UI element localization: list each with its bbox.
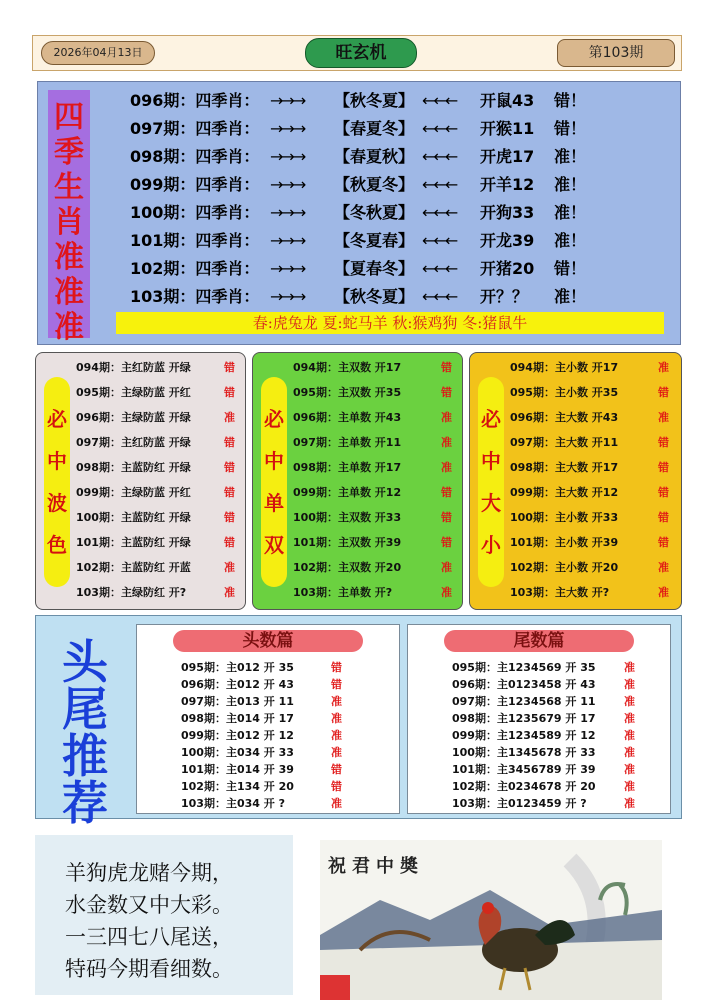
open-result: 开？？ [480, 287, 529, 306]
prediction-text: 096期：主大数 开43 [510, 411, 619, 424]
hit-mark: 准 [658, 411, 669, 424]
open-result: 开羊12 [480, 175, 535, 194]
hit-mark: 准 [441, 411, 452, 424]
hit-mark: 准 [441, 586, 452, 599]
side-char: 波 [47, 491, 67, 515]
hit-mark: 错 [441, 486, 452, 499]
issue-number: 100期： [130, 203, 196, 222]
hit-mark: 准 [624, 746, 635, 759]
oddeven-side-title [261, 377, 287, 587]
prediction-text: 099期：主绿防蓝 开红 [76, 486, 191, 499]
ht-row [452, 659, 664, 676]
issue-number: 101期： [130, 231, 196, 250]
odd-even-panel [252, 352, 463, 610]
arrow-right: →→→ [270, 175, 305, 194]
season-row [130, 88, 586, 114]
prediction-text: 096期：主绿防蓝 开绿 [76, 411, 191, 424]
hit-mark: 准 [658, 561, 669, 574]
hit-mark: 准 [624, 729, 635, 742]
hit-mark: 准！ [554, 231, 587, 250]
prediction-row [510, 559, 680, 584]
ht-text: 103期：主034 开 ? [181, 797, 285, 810]
arrow-left: ←←← [422, 259, 457, 278]
ht-text: 102期：主0234678 开 20 [452, 780, 596, 793]
hit-mark: 准 [331, 729, 342, 742]
prediction-row [293, 359, 463, 384]
prediction-row [76, 484, 246, 509]
poem-line: 一三四七八尾送， [65, 925, 233, 949]
prediction-text: 097期：主红防蓝 开绿 [76, 436, 191, 449]
ht-row [181, 744, 393, 761]
hit-mark: 准 [624, 678, 635, 691]
ht-text: 096期：主012 开 43 [181, 678, 294, 691]
side-char: 推 [62, 729, 108, 783]
selection: 【秋冬夏】 [334, 91, 415, 110]
arrow-left: ←←← [422, 175, 457, 194]
hit-mark: 准 [224, 411, 235, 424]
prediction-text: 096期：主单数 开43 [293, 411, 402, 424]
prediction-text: 100期：主小数 开33 [510, 511, 619, 524]
hit-mark: 错 [224, 486, 235, 499]
hit-mark: 准 [331, 695, 342, 708]
season-label: 四季肖： [195, 287, 260, 306]
side-char: 准 [54, 275, 84, 310]
arrow-left: ←←← [422, 287, 457, 306]
ht-row [181, 676, 393, 693]
ht-text: 095期：主1234569 开 35 [452, 661, 596, 674]
season-row [130, 228, 586, 254]
head-number-box [136, 624, 400, 814]
ht-row [452, 676, 664, 693]
prediction-text: 099期：主大数 开12 [510, 486, 619, 499]
hit-mark: 错 [658, 486, 669, 499]
hit-mark: 错 [441, 511, 452, 524]
arrow-left: ←←← [422, 231, 457, 250]
prediction-row [510, 509, 680, 534]
hit-mark: 错 [224, 536, 235, 549]
prediction-row [510, 359, 680, 384]
issue-label [130, 172, 270, 195]
prediction-text: 099期：主单数 开12 [293, 486, 402, 499]
hit-mark: 错 [658, 511, 669, 524]
hit-mark: 准！ [554, 147, 587, 166]
prediction-row [76, 359, 246, 384]
page-title: 旺玄机 [305, 38, 417, 68]
prediction-text: 101期：主双数 开39 [293, 536, 402, 549]
issue-number: 102期： [130, 259, 196, 278]
prediction-row [510, 459, 680, 484]
hit-mark: 准 [441, 436, 452, 449]
arrow-right: →→→ [270, 259, 305, 278]
side-char: 必 [47, 407, 67, 431]
ht-row [181, 795, 393, 812]
prediction-text: 098期：主大数 开17 [510, 461, 619, 474]
big-small-panel [469, 352, 682, 610]
side-char: 单 [264, 491, 284, 515]
ht-row [452, 744, 664, 761]
hit-mark: 准 [331, 797, 342, 810]
prediction-row [510, 409, 680, 434]
hit-mark: 错 [658, 436, 669, 449]
arrow-right: →→→ [270, 147, 305, 166]
issue-number: 098期： [130, 147, 196, 166]
prediction-text: 094期：主小数 开17 [510, 361, 619, 374]
hit-mark: 准 [441, 561, 452, 574]
tail-title: 尾数篇 [444, 630, 634, 652]
season-row [130, 172, 586, 198]
hit-mark: 准 [624, 695, 635, 708]
side-char: 荐 [62, 776, 108, 830]
prediction-row [76, 384, 246, 409]
issue-label [130, 228, 270, 251]
ht-text: 096期：主0123458 开 43 [452, 678, 596, 691]
ht-row [181, 693, 393, 710]
season-row [130, 200, 586, 226]
ht-row [452, 693, 664, 710]
prediction-text: 097期：主单数 开11 [293, 436, 402, 449]
ht-text: 101期：主3456789 开 39 [452, 763, 596, 776]
prediction-row [293, 584, 463, 609]
prediction-row [293, 434, 463, 459]
side-char: 大 [481, 491, 501, 515]
prediction-text: 102期：主双数 开20 [293, 561, 402, 574]
prediction-text: 102期：主蓝防红 开蓝 [76, 561, 191, 574]
prediction-row [293, 409, 463, 434]
head-tail-panel [35, 615, 682, 830]
arrow-left: ←←← [422, 147, 457, 166]
side-char: 季 [54, 135, 84, 170]
season-label: 四季肖： [195, 147, 260, 166]
hit-mark: 准！ [554, 203, 587, 222]
prediction-text: 095期：主双数 开35 [293, 386, 402, 399]
selection: 【春夏秋】 [334, 147, 415, 166]
prediction-text: 095期：主绿防蓝 开红 [76, 386, 191, 399]
bigsmall-side-title [478, 377, 504, 587]
season-row [130, 144, 586, 170]
side-char: 中 [481, 449, 501, 473]
ht-text: 100期：主034 开 33 [181, 746, 294, 759]
prediction-row [76, 584, 246, 609]
side-char: 准 [54, 240, 84, 275]
ht-row [181, 727, 393, 744]
prediction-text: 103期：主大数 开? [510, 586, 610, 599]
prediction-text: 101期：主蓝防红 开绿 [76, 536, 191, 549]
season-label: 四季肖： [195, 91, 260, 110]
hit-mark: 准 [624, 661, 635, 674]
prediction-text: 100期：主双数 开33 [293, 511, 402, 524]
selection: 【春夏冬】 [334, 119, 415, 138]
ht-row [181, 710, 393, 727]
hit-mark: 错 [224, 361, 235, 374]
hit-mark: 错 [658, 461, 669, 474]
ht-text: 100期：主1345678 开 33 [452, 746, 596, 759]
tail-number-box [407, 624, 671, 814]
ht-text: 098期：主1235679 开 17 [452, 712, 596, 725]
prediction-row [510, 384, 680, 409]
side-char: 头 [62, 635, 108, 689]
arrow-left: ←←← [422, 91, 457, 110]
open-result: 开狗33 [480, 203, 535, 222]
side-char: 中 [47, 449, 67, 473]
prediction-row [293, 509, 463, 534]
issue-label [130, 144, 270, 167]
rooster-image [320, 840, 662, 1000]
ht-row [181, 659, 393, 676]
prediction-row [293, 384, 463, 409]
hit-mark: 错 [658, 536, 669, 549]
poem-line: 羊狗虎龙赌今期， [65, 861, 233, 885]
hit-mark: 准 [658, 361, 669, 374]
side-char: 准 [54, 310, 84, 345]
hit-mark: 准 [624, 797, 635, 810]
prediction-text: 100期：主蓝防红 开绿 [76, 511, 191, 524]
season-label: 四季肖： [195, 231, 260, 250]
wave-color-panel [35, 352, 246, 610]
ht-text: 097期：主013 开 11 [181, 695, 294, 708]
hit-mark: 准 [224, 586, 235, 599]
prediction-text: 103期：主绿防红 开? [76, 586, 187, 599]
side-char: 必 [264, 407, 284, 431]
side-char: 色 [47, 533, 67, 557]
issue-label [130, 116, 270, 139]
season-row [130, 116, 586, 142]
prediction-text: 094期：主双数 开17 [293, 361, 402, 374]
selection: 【冬秋夏】 [334, 203, 415, 222]
hit-mark: 错！ [554, 119, 587, 138]
hit-mark: 准！ [554, 175, 587, 194]
open-result: 开猪20 [480, 259, 535, 278]
side-char: 小 [481, 533, 501, 557]
ht-text: 099期：主012 开 12 [181, 729, 294, 742]
hit-mark: 错 [441, 536, 452, 549]
head-title: 头数篇 [173, 630, 363, 652]
ht-row [452, 778, 664, 795]
poem-line: 水金数又中大彩。 [65, 893, 233, 917]
issue-label [130, 284, 270, 307]
side-char: 尾 [62, 682, 108, 736]
hit-mark: 准 [331, 712, 342, 725]
prediction-row [76, 459, 246, 484]
hit-mark: 错 [224, 511, 235, 524]
seasons-side-title [48, 90, 90, 345]
open-result: 开龙39 [480, 231, 535, 250]
prediction-row [76, 559, 246, 584]
ht-row [181, 761, 393, 778]
issue-label [130, 256, 270, 279]
ht-text: 097期：主1234568 开 11 [452, 695, 596, 708]
header-bar [32, 35, 682, 71]
hit-mark: 准 [624, 712, 635, 725]
season-row [130, 256, 586, 282]
hit-mark: 准 [658, 586, 669, 599]
wave-side-title [44, 377, 70, 587]
picture-caption: 祝君中奬 [328, 856, 424, 877]
selection: 【秋冬夏】 [334, 287, 415, 306]
hit-mark: 准 [441, 461, 452, 474]
prediction-row [293, 559, 463, 584]
prediction-text: 098期：主蓝防红 开绿 [76, 461, 191, 474]
hit-mark: 错 [658, 386, 669, 399]
side-char: 双 [264, 533, 284, 557]
hit-mark: 错 [224, 461, 235, 474]
issue-label [130, 200, 270, 223]
season-label: 四季肖： [195, 259, 260, 278]
ht-text: 101期：主014 开 39 [181, 763, 294, 776]
issue-number: 103期： [130, 287, 196, 306]
seasons-panel [37, 81, 681, 345]
prediction-row [293, 534, 463, 559]
prediction-row [76, 534, 246, 559]
hit-mark: 错！ [554, 259, 587, 278]
ht-row [452, 795, 664, 812]
arrow-right: →→→ [270, 119, 305, 138]
prediction-row [510, 484, 680, 509]
season-label: 四季肖： [195, 203, 260, 222]
season-label: 四季肖： [195, 175, 260, 194]
arrow-left: ←←← [422, 119, 457, 138]
prediction-row [76, 434, 246, 459]
hit-mark: 错 [331, 780, 342, 793]
ht-row [452, 710, 664, 727]
prediction-text: 094期：主红防蓝 开绿 [76, 361, 191, 374]
side-char: 必 [481, 407, 501, 431]
seasons-legend: 春:虎兔龙 夏:蛇马羊 秋:猴鸡狗 冬:猪鼠牛 [116, 312, 664, 334]
poem-line: 特码今期看细数。 [65, 957, 233, 981]
side-char: 中 [264, 449, 284, 473]
issue-label [130, 88, 270, 111]
hit-mark: 错 [441, 361, 452, 374]
hit-mark: 准 [624, 780, 635, 793]
hit-mark: 错 [224, 436, 235, 449]
issue-badge: 第103期 [557, 39, 675, 67]
hit-mark: 准 [624, 763, 635, 776]
side-char: 肖 [54, 205, 84, 240]
arrow-right: →→→ [270, 203, 305, 222]
selection: 【夏春冬】 [334, 259, 415, 278]
prediction-row [76, 509, 246, 534]
ht-row [452, 761, 664, 778]
side-char: 生 [54, 170, 84, 205]
season-row [130, 284, 586, 310]
prediction-row [510, 434, 680, 459]
date-badge: 2026年04月13日 [41, 41, 155, 65]
ht-text: 095期：主012 开 35 [181, 661, 294, 674]
arrow-right: →→→ [270, 287, 305, 306]
hit-mark: 错！ [554, 91, 587, 110]
prediction-text: 095期：主小数 开35 [510, 386, 619, 399]
issue-number: 099期： [130, 175, 196, 194]
season-label: 四季肖： [195, 119, 260, 138]
arrow-right: →→→ [270, 91, 305, 110]
hit-mark: 错 [441, 386, 452, 399]
prediction-row [510, 534, 680, 559]
issue-number: 097期： [130, 119, 196, 138]
prediction-row [510, 584, 680, 609]
prediction-text: 103期：主单数 开? [293, 586, 393, 599]
open-result: 开猴11 [480, 119, 535, 138]
open-result: 开鼠43 [480, 91, 535, 110]
ht-text: 102期：主134 开 20 [181, 780, 294, 793]
selection: 【秋夏冬】 [334, 175, 415, 194]
ht-text: 098期：主014 开 17 [181, 712, 294, 725]
ht-row [181, 778, 393, 795]
hit-mark: 错 [224, 386, 235, 399]
rooster-illustration [320, 840, 662, 1000]
prediction-row [293, 459, 463, 484]
hit-mark: 错 [331, 678, 342, 691]
hit-mark: 准 [331, 746, 342, 759]
ht-row [452, 727, 664, 744]
arrow-right: →→→ [270, 231, 305, 250]
prediction-row [293, 484, 463, 509]
prediction-row [76, 409, 246, 434]
open-result: 开虎17 [480, 147, 535, 166]
arrow-left: ←←← [422, 203, 457, 222]
side-char: 四 [54, 100, 84, 135]
prediction-text: 098期：主单数 开17 [293, 461, 402, 474]
prediction-text: 101期：主小数 开39 [510, 536, 619, 549]
hit-mark: 错 [331, 763, 342, 776]
hit-mark: 准 [224, 561, 235, 574]
selection: 【冬夏春】 [334, 231, 415, 250]
prediction-text: 097期：主大数 开11 [510, 436, 619, 449]
hit-mark: 错 [331, 661, 342, 674]
prediction-text: 102期：主小数 开20 [510, 561, 619, 574]
poem-box [35, 835, 293, 995]
ht-text: 099期：主1234589 开 12 [452, 729, 596, 742]
ht-text: 103期：主0123459 开 ? [452, 797, 587, 810]
hit-mark: 准！ [554, 287, 587, 306]
issue-number: 096期： [130, 91, 196, 110]
